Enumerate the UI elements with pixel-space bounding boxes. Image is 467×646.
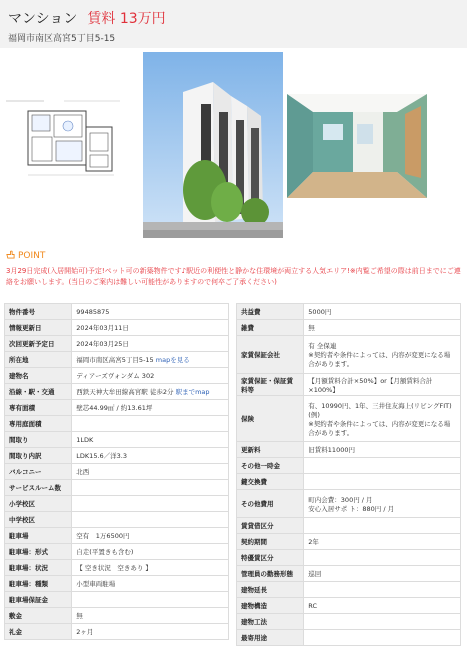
spec-row xyxy=(5,336,229,352)
spec-value xyxy=(304,304,461,320)
spec-value xyxy=(304,534,461,550)
point-label: POINT xyxy=(18,251,46,261)
spec-label: 共益費 xyxy=(237,304,304,320)
spec-label: 物件番号 xyxy=(5,304,72,320)
spec-value-text: 福岡市南区高宮5丁目5-15 xyxy=(76,356,154,364)
rent-price: 賃料 13万円 xyxy=(87,11,166,27)
spec-row xyxy=(237,630,461,646)
spec-label: 更新料 xyxy=(237,442,304,458)
spec-value-text: 1LDK xyxy=(76,435,94,444)
spec-row xyxy=(5,496,229,512)
spec-value xyxy=(72,608,229,624)
spec-value-text: ディアーズヴォンダム 302 xyxy=(76,372,155,380)
spec-row xyxy=(237,550,461,566)
property-header xyxy=(0,0,467,48)
property-title xyxy=(8,8,166,28)
spec-value xyxy=(304,442,461,458)
spec-row xyxy=(5,320,229,336)
spec-label: 建物名 xyxy=(5,368,72,384)
spec-label: サービスルーム数 xyxy=(5,480,72,496)
spec-value-text: 【月額賃料合計×50%】or【月額賃料合計×100%】 xyxy=(308,376,433,394)
spec-value-text: 2024年03月25日 xyxy=(76,340,129,348)
spec-row xyxy=(237,458,461,474)
spec-label: 敷金 xyxy=(5,608,72,624)
spec-value-text: 有 全保連 ※契約者や条件によっては、内容が変更になる場合があります。 xyxy=(308,342,451,368)
spec-row xyxy=(5,416,229,432)
spec-label: その他費用 xyxy=(237,490,304,518)
spec-value xyxy=(304,550,461,566)
spec-label: 管理員の勤務形態 xyxy=(237,566,304,582)
spec-row xyxy=(237,490,461,518)
spec-label: 建物延長 xyxy=(237,582,304,598)
floor-plan-image[interactable] xyxy=(4,97,122,183)
point-heading xyxy=(6,250,45,261)
spec-row xyxy=(237,396,461,442)
spec-value-text: 自走(平置きも含む) xyxy=(76,548,134,556)
spec-label: 家賃保証会社 xyxy=(237,336,304,374)
spec-value-text: 無 xyxy=(76,612,83,620)
spec-row xyxy=(5,368,229,384)
spec-value xyxy=(304,336,461,374)
point-description: 3月29日完成(入居開始可)予定!ペット可の新築物件です♪駅近の利便性と静かな住環境が両立する人気エリア!※内覧ご希望の際は前日までにご連絡をお願いします。(当日のご案内は難しい可能性がありますので何卒ご了承ください) xyxy=(6,267,461,286)
spec-row xyxy=(5,544,229,560)
spec-label: 保険 xyxy=(237,396,304,442)
spec-value-text: 町内会費：300円 / 月 安心入居サポ ト：880円 / 月 xyxy=(308,495,395,513)
spec-value xyxy=(304,598,461,614)
spec-value-text: 2年 xyxy=(308,538,319,546)
spec-label: 情報更新日 xyxy=(5,320,72,336)
spec-row xyxy=(237,304,461,320)
spec-row xyxy=(237,518,461,534)
spec-label: 建物構造 xyxy=(237,598,304,614)
spec-label: 雑費 xyxy=(237,320,304,336)
spec-row xyxy=(5,608,229,624)
spec-value xyxy=(72,496,229,512)
spec-label: 次回更新予定日 xyxy=(5,336,72,352)
spec-label: 所在地 xyxy=(5,352,72,368)
spec-value xyxy=(72,304,229,320)
spec-row xyxy=(5,448,229,464)
property-spec-table-left xyxy=(4,303,229,640)
spec-label: 小学校区 xyxy=(5,496,72,512)
spec-value xyxy=(72,336,229,352)
spec-value-text: 2024年03月11日 xyxy=(76,324,129,332)
spec-row xyxy=(237,320,461,336)
spec-value xyxy=(72,544,229,560)
spec-value-text: 【 空き状況 空きあり 】 xyxy=(76,564,152,572)
spec-row xyxy=(5,352,229,368)
spec-label: 駐車場：種類 xyxy=(5,576,72,592)
spec-value-text: 有、10990円、1年、三井住友海上(リビングFIT)(例) ※契約者や条件によっては、内容が変更になる場合があります。 xyxy=(308,401,452,437)
spec-row xyxy=(237,614,461,630)
spec-row xyxy=(5,432,229,448)
spec-label: 賃貸借区分 xyxy=(237,518,304,534)
spec-label: 専用庭面積 xyxy=(5,416,72,432)
spec-value xyxy=(304,374,461,396)
spec-value-text: 無 xyxy=(308,324,315,332)
spec-row xyxy=(5,528,229,544)
spec-row xyxy=(5,560,229,576)
spec-value-text: RC xyxy=(308,601,318,610)
spec-row xyxy=(5,624,229,640)
spec-value xyxy=(304,582,461,598)
spec-value xyxy=(72,416,229,432)
spec-label: 専有面積 xyxy=(5,400,72,416)
spec-value-text: 2ヶ月 xyxy=(76,628,94,636)
spec-value xyxy=(304,458,461,474)
spec-label: 鍵交換費 xyxy=(237,474,304,490)
room-interior-photo[interactable] xyxy=(287,94,427,198)
spec-value xyxy=(304,518,461,534)
spec-value xyxy=(304,474,461,490)
spec-label: 沿線・駅・交通 xyxy=(5,384,72,400)
spec-row xyxy=(237,442,461,458)
spec-row xyxy=(237,598,461,614)
spec-value-text: 巡回 xyxy=(308,570,322,578)
hand-pointing-icon xyxy=(6,250,15,259)
spec-value xyxy=(72,512,229,528)
spec-value-text: 旧賃料11000円 xyxy=(308,446,355,454)
map-link[interactable]: mapを見る xyxy=(155,356,190,364)
spec-value xyxy=(304,320,461,336)
spec-value-text: 西鉄天神大牟田線高宮駅 徒歩2分 xyxy=(76,388,174,396)
spec-row xyxy=(5,480,229,496)
spec-value-text: 壁芯44.99㎡ / 約13.61坪 xyxy=(76,404,153,412)
spec-value xyxy=(72,576,229,592)
spec-row xyxy=(5,512,229,528)
spec-row xyxy=(237,566,461,582)
spec-value xyxy=(72,368,229,384)
spec-value xyxy=(72,432,229,448)
spec-row xyxy=(5,464,229,480)
property-type: マンション xyxy=(8,11,78,27)
spec-row xyxy=(237,582,461,598)
property-spec-table-right xyxy=(236,303,461,646)
map-link[interactable]: 駅までmap xyxy=(175,388,210,396)
spec-value xyxy=(72,560,229,576)
spec-row xyxy=(5,384,229,400)
spec-value xyxy=(304,396,461,442)
spec-value-text: 99485875 xyxy=(76,307,110,316)
spec-value xyxy=(72,592,229,608)
building-exterior-photo[interactable] xyxy=(143,52,283,238)
spec-row xyxy=(5,576,229,592)
spec-value xyxy=(304,630,461,646)
spec-value xyxy=(72,400,229,416)
spec-value xyxy=(72,448,229,464)
spec-row xyxy=(237,336,461,374)
property-address: 福岡市南区高宮5丁目5-15 xyxy=(8,34,116,44)
spec-value-text: LDK15.6／洋3.3 xyxy=(76,452,127,460)
spec-label: 駐車場保証金 xyxy=(5,592,72,608)
spec-label: その他一時金 xyxy=(237,458,304,474)
spec-row xyxy=(237,534,461,550)
spec-row xyxy=(5,304,229,320)
spec-label: 駐車場：形式 xyxy=(5,544,72,560)
spec-row xyxy=(5,400,229,416)
spec-label: 間取り xyxy=(5,432,72,448)
spec-label: 最寄用途 xyxy=(237,630,304,646)
spec-label: 家賃保証・保証賃料等 xyxy=(237,374,304,396)
spec-value xyxy=(304,614,461,630)
spec-row xyxy=(237,374,461,396)
spec-value-text: 北西 xyxy=(76,468,90,476)
spec-label: 特優賃区分 xyxy=(237,550,304,566)
spec-label: 間取り内訳 xyxy=(5,448,72,464)
spec-value xyxy=(304,490,461,518)
spec-label: 駐車場：状況 xyxy=(5,560,72,576)
spec-value xyxy=(72,480,229,496)
spec-value xyxy=(304,566,461,582)
spec-value xyxy=(72,320,229,336)
spec-label: 中学校区 xyxy=(5,512,72,528)
spec-value xyxy=(72,528,229,544)
spec-label: 礼金 xyxy=(5,624,72,640)
spec-label: バルコニー xyxy=(5,464,72,480)
spec-row xyxy=(5,592,229,608)
spec-label: 契約期間 xyxy=(237,534,304,550)
spec-value xyxy=(72,352,229,368)
spec-label: 建物工法 xyxy=(237,614,304,630)
spec-value xyxy=(72,464,229,480)
spec-value xyxy=(72,384,229,400)
spec-value-text: 小型車両駐場 xyxy=(76,580,116,588)
spec-row xyxy=(237,474,461,490)
spec-value-text: 5000円 xyxy=(308,308,332,316)
spec-label: 駐車場 xyxy=(5,528,72,544)
spec-value xyxy=(72,624,229,640)
spec-value-text: 空有 1万6500円 xyxy=(76,532,130,540)
